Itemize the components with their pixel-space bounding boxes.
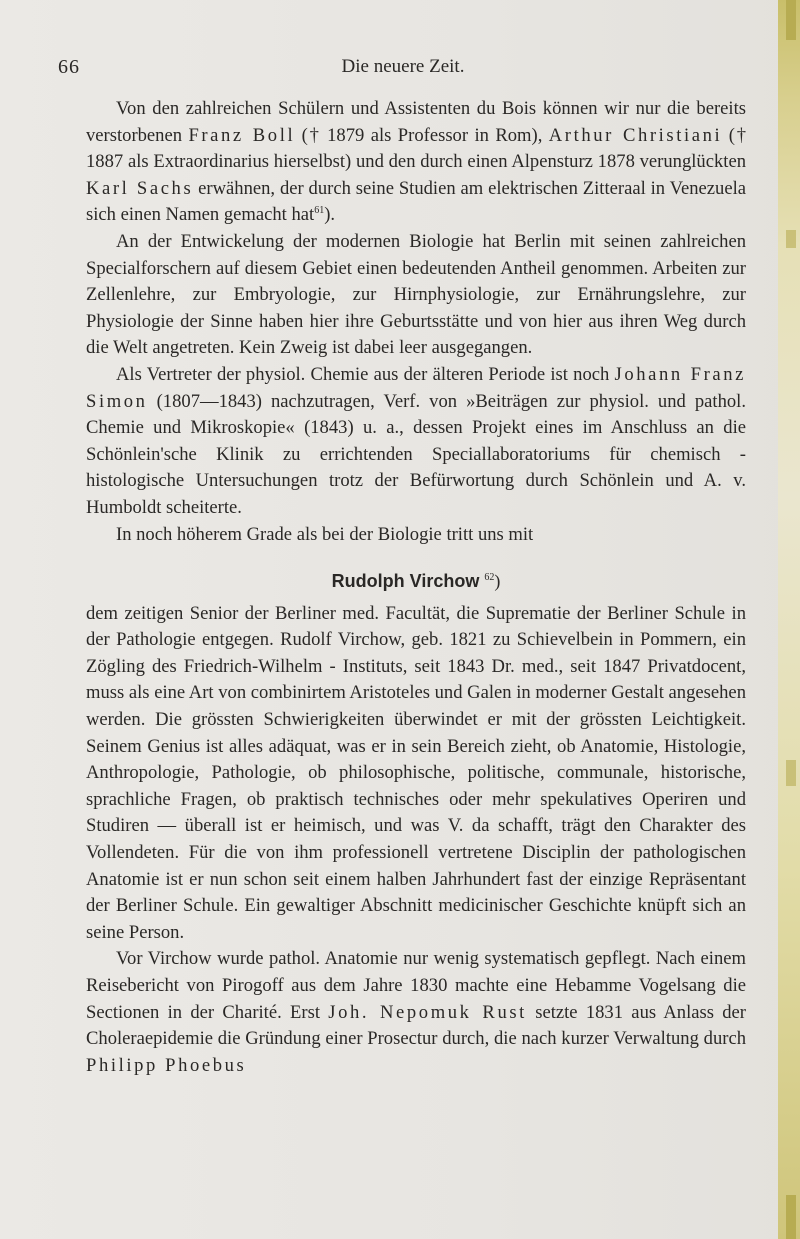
footnote-ref: 61 (314, 205, 325, 217)
edge-stain-mark (786, 230, 796, 248)
paragraph: An der Entwickelung der modernen Biologie hat Berlin mit seinen zahlreichen Specialforschern auf diesem Gebiet einen bedeutenden Antheil genommen. Arbeiten zur Zellenlehre, zur Embryologie, zur Hirnphysiologie, zur Ernährungslehre, zur Physiologie der Sinne haben hier ihre Geburtsstätte und von hier aus ihren Weg durch die Welt angetreten. Kein Zweig ist dabei leer ausgegangen. (86, 230, 746, 359)
page-number: 66 (58, 56, 80, 78)
page-body (86, 96, 746, 1079)
text-run: Als Vertreter der physiol. Chemie aus der älteren Periode ist noch (116, 363, 615, 385)
page-header (58, 56, 748, 80)
edge-stain-mark (786, 0, 796, 40)
running-head: Die neuere Zeit. (341, 56, 465, 77)
paragraph: In noch höherem Grade als bei der Biologie tritt uns mit (116, 523, 534, 545)
text-run: ) (494, 571, 501, 592)
text-run: († 1887 als Extraordinarius hierselbst) und den durch einen Alpensturz 1878 verunglückten (86, 124, 747, 173)
paragraph (86, 362, 746, 522)
text-run: (1807—1843) nachzutragen, Verf. von »Beiträgen zur physiol. und pathol. Chemie und Mikroskopie« (1843) u. a., dessen Projekt eines im Anschluss an die Schönlein'sche Klinik zu errichtenden Speciallaboratoriums für chemisch - histologische Untersuchungen trotz der Befürwortung durch Schönlein und A. v. Humboldt scheiterte. (86, 390, 746, 518)
page-edge-stain (778, 0, 800, 1239)
section-heading (86, 568, 746, 595)
text-run: († 1879 als Professor in Rom), (295, 124, 549, 146)
paragraph (86, 946, 746, 1079)
person-name: Johann Franz Simon (86, 363, 746, 412)
person-name: Arthur Christiani (548, 124, 723, 146)
edge-stain-mark (786, 1195, 796, 1239)
text-run: erwähnen, der durch seine Studien am elektrischen Zitteraal in Venezuela sich einen Namen gemacht hat (86, 177, 747, 226)
text-run: Von den zahlreichen Schülern und Assistenten du Bois können wir nur die bereits verstorbenen (86, 98, 746, 146)
heading-text: Rudolph Virchow (331, 571, 480, 592)
footnote-ref: 62 (484, 572, 495, 584)
text-run: Vor Virchow wurde pathol. Anatomie nur wenig systematisch gepflegt. Nach einem Reisebericht von Pirogoff aus dem Jahre 1830 machte eine Hebamme Vogelsang die Sectionen in der Charité. Erst (86, 948, 746, 1023)
person-name: Karl Sachs (86, 177, 194, 199)
person-name: Philipp Phoebus (86, 1054, 247, 1076)
person-name: Joh. Nepomuk Rust (328, 1001, 527, 1023)
paragraph (86, 96, 746, 229)
text-run: ). (324, 204, 336, 226)
person-name: Franz Boll (188, 124, 296, 146)
edge-stain-mark (786, 760, 796, 786)
text-run: setzte 1831 aus Anlass der Choleraepidemie die Gründung einer Prosectur durch, die nach kurzer Verwaltung durch (86, 1001, 746, 1050)
paragraph: dem zeitigen Senior der Berliner med. Facultät, die Suprematie der Berliner Schule in der Pathologie entgegen. Rudolf Virchow, geb. 1821 zu Schievelbein in Pommern, ein Zögling des Friedrich-Wilhelm - Instituts, seit 1843 Dr. med., seit 1847 Privatdocent, muss als eine Art von combinirtem Aristoteles und Galen in moderner Gestalt angesehen werden. Die grössten Schwierigkeiten überwindet er mit der grössten Leichtigkeit. Seinem Genius ist alles adäquat, was er in sein Bereich zieht, ob Anatomie, Histologie, Anthropologie, Pathologie, ob philosophische, politische, communale, historische, sprachliche Fragen, ob praktisch technisches oder mehr spekulatives Operiren und Studiren — überall ist er heimisch, und was V. da schafft, trägt den Charakter des Vollendeten. Für die von ihm professionell vertretene Disciplin der pathologischen Anatomie ist er nun schon seit einem halben Jahrhundert fast der einzige Repräsentant der Berliner Schule. Ein gewaltiger Abschnitt medicinischer Geschichte knüpft sich an seine Person. (86, 602, 746, 943)
